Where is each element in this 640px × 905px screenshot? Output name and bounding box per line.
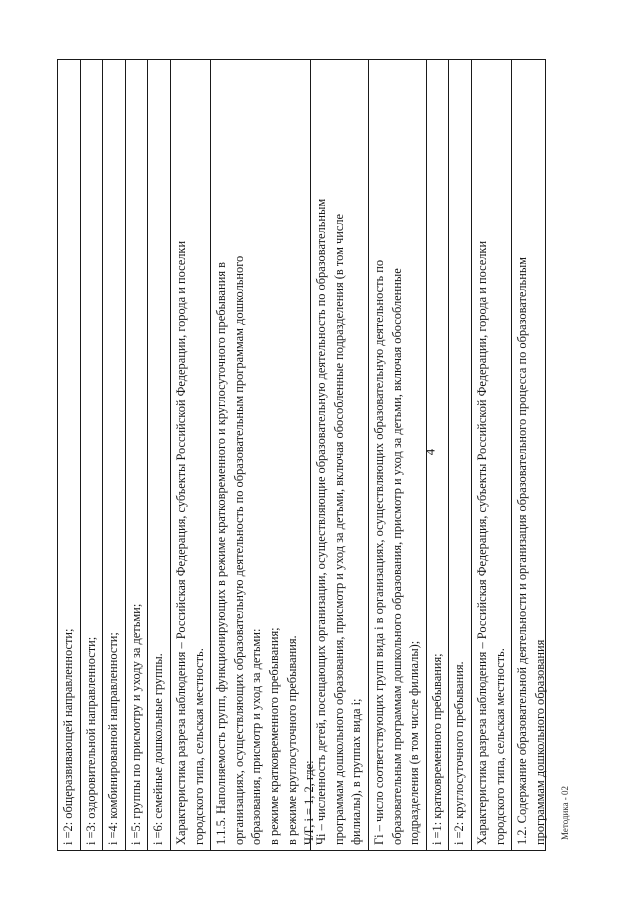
table-row	[471, 60, 511, 850]
row-text: программам дошкольного образования	[532, 639, 547, 845]
rotated-table-wrapper	[57, 59, 546, 851]
row-text: 1.2. Содержание образовательной деятельности и организация образовательного процесса по образовательным	[515, 256, 530, 845]
page-number: 4	[422, 448, 438, 456]
row-text: подразделения (в том числе филиалы);	[407, 640, 422, 845]
indicator-table	[57, 59, 546, 851]
row-text: 1.1.5. Наполняемость групп, функционирующих в режиме кратковременного и круглосуточного пребывания в	[214, 262, 229, 845]
row-text: городского типа, сельская местность.	[492, 648, 507, 845]
row-text: организациях, осуществляющих образовательную деятельность по образовательным программам дошкольного	[231, 255, 246, 845]
row-text: городского типа, сельская местность.	[191, 648, 206, 845]
row-text: i =2: круглосуточного пребывания.	[452, 661, 467, 845]
row-text: i =3: оздоровительной направленности;	[83, 636, 98, 845]
row-text: в режиме кратковременного пребывания;	[266, 627, 281, 845]
footer-label: Методика - 02	[560, 785, 570, 840]
row-text: филиалы), в группах вида i;	[349, 698, 364, 845]
row-text: i =6: семейные дошкольные группы.	[151, 653, 166, 845]
row-text: i =4: комбинированной направленности;	[106, 632, 121, 845]
row-text: i =1: кратковременного пребывания;	[429, 653, 444, 845]
table-row	[368, 60, 426, 850]
row-text: образования, присмотр и уход за детьми:	[249, 628, 264, 845]
table-row	[448, 60, 471, 850]
table-row	[125, 60, 148, 850]
table-row	[210, 60, 317, 850]
row-text: i =5: группы по присмотру и уходу за детьми;	[128, 603, 143, 845]
row-text: Чi – численность детей, посещающих организации, осуществляющие образовательную деятельность по образовательным	[314, 198, 329, 845]
row-text: i =2: общеразвивающей направленности;	[61, 628, 75, 845]
row-text: Гi – число соответствующих групп вида i в организациях, осуществляющих образовательную деятельность по	[371, 259, 386, 845]
row-text: программам дошкольного образования, присмотр и уход за детьми, включая обособленные подразделения (в том числе	[331, 213, 346, 845]
table-row	[58, 60, 80, 850]
row-text: Ч/Г, i = 1, 2, где:	[302, 760, 317, 845]
table-row	[147, 60, 170, 850]
table-row	[310, 60, 368, 850]
table-row	[170, 60, 210, 850]
table-row	[102, 60, 125, 850]
row-text: Характеристика разреза наблюдения – Российская Федерация, субъекты Российской Федерации, города и поселки	[474, 240, 489, 845]
table-row	[511, 60, 551, 850]
row-text: Характеристика разреза наблюдения – Российская Федерация, субъекты Российской Федерации, города и поселки	[173, 240, 188, 845]
table-row	[80, 60, 103, 850]
table-row	[426, 60, 449, 850]
row-text: образовательным программам дошкольного образования, присмотр и уход за детьми, включая обособленные	[389, 268, 404, 845]
row-text: в режиме круглосуточного пребывания.	[284, 635, 299, 845]
